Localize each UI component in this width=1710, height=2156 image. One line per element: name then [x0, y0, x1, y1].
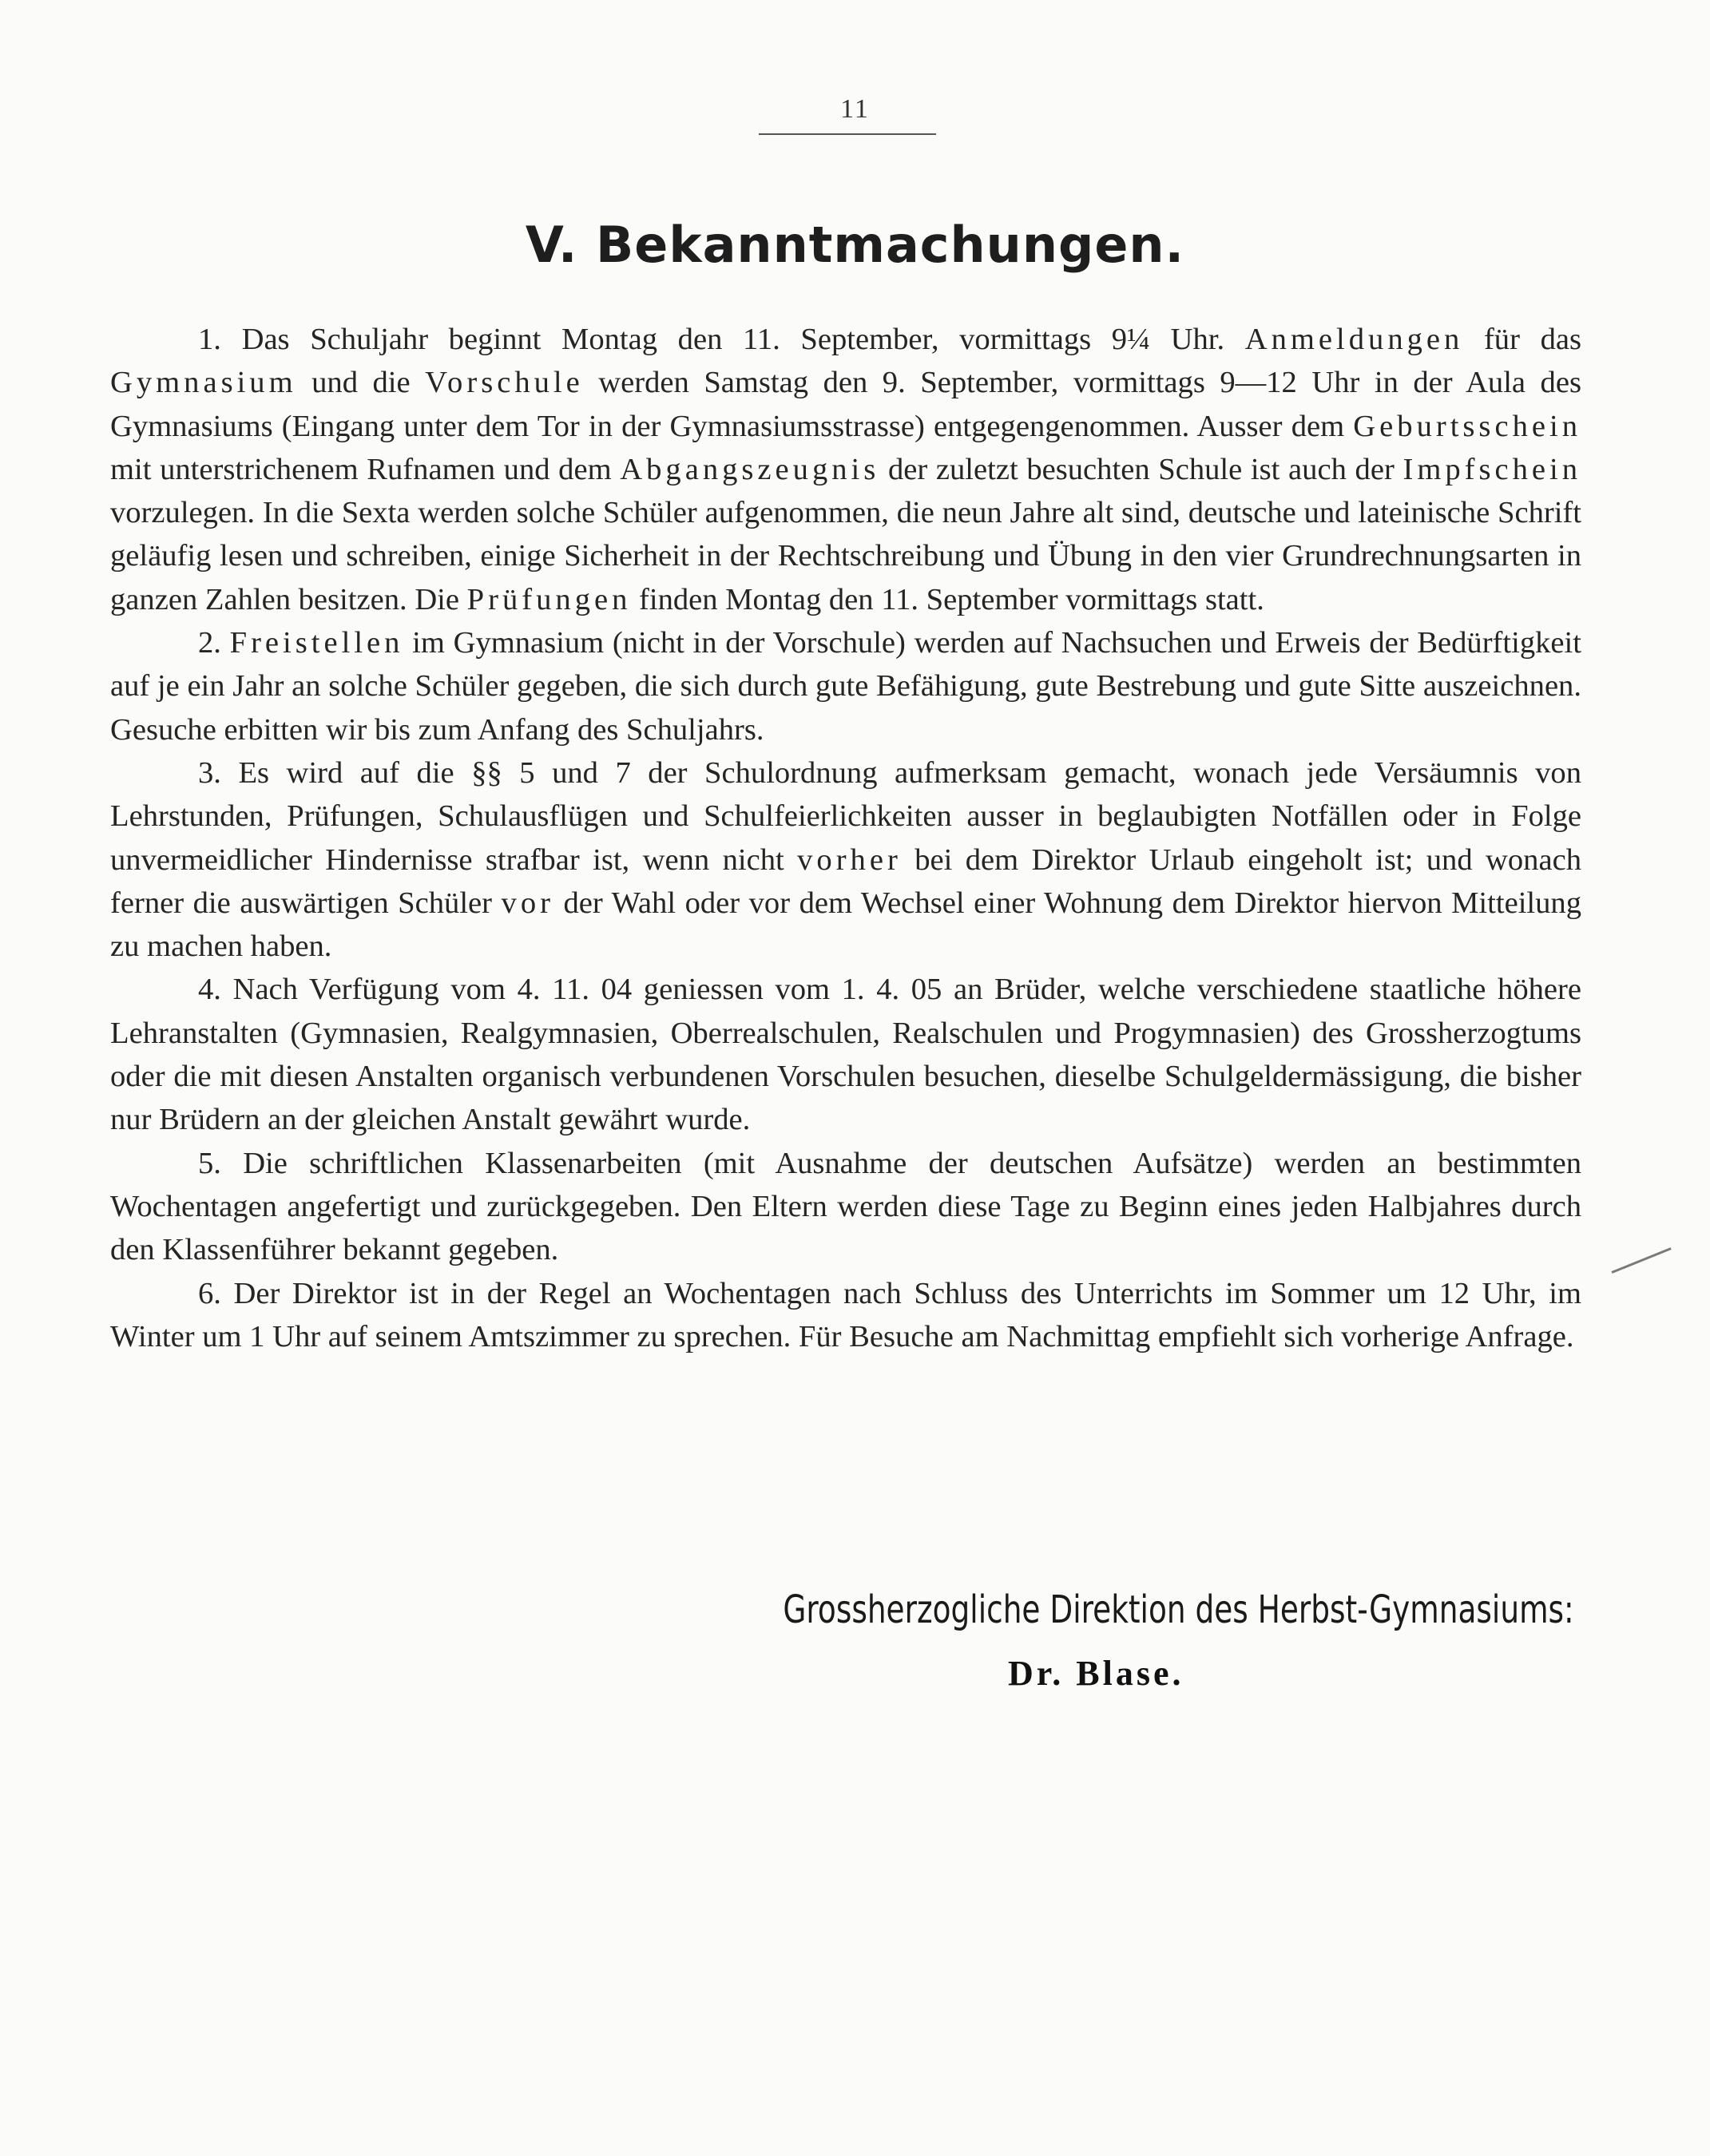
paragraph-text: Nach Verfügung vom 4. 11. 04 geniessen vom 1. 4. 05 an Brüder, welche verschiedene staatliche höhere Lehranstalten (Gymnasien, Realgymnasien, Oberrealschulen, Realschulen und Progymnasien) des Grossherzogtums oder die mit diesen Anstalten organisch verbundenen Vorschulen besuchen, dieselbe Schulgeldermässigung, die bisher nur Brüdern an der gleichen Anstalt gewährt wurde.: [110, 973, 1581, 1137]
signature-signer: Dr. Blase.: [1008, 1654, 1184, 1693]
paragraph-number: 2.: [198, 626, 221, 660]
announcement-paragraph-2: [110, 621, 1581, 751]
paragraph-text: Es wird auf die §§ 5 und 7 der Schulordnung aufmerksam gemacht, wonach jede Versäumnis von Lehrstunden, Prüfungen, Schulausflügen und Schulfeierlichkeiten ausser in beglaubigten Notfällen oder in Folge unvermeidlicher Hindernisse strafbar ist, wenn nicht vorher bei dem Direktor Urlaub eingeholt ist; und wonach ferner die auswärtigen Schüler vor der Wahl oder vor dem Wechsel einer Wohnung dem Direktor hiervon Mitteilung zu machen haben.: [110, 755, 1581, 964]
page-number: 11: [840, 94, 870, 124]
announcements-body: [110, 318, 1581, 1358]
page-number-rule: [759, 133, 936, 135]
paragraph-number: 1.: [198, 323, 221, 356]
paragraph-text: Der Direktor ist in der Regel an Wochentagen nach Schluss des Unterrichts im Sommer um 12 Uhr, im Winter um 1 Uhr auf seinem Amtszimmer zu sprechen. Für Besuche am Nachmittag empfiehlt sich vorherige Anfrage.: [110, 1276, 1581, 1353]
section-title: V. Bekanntmachungen.: [525, 216, 1185, 274]
paragraph-number: 6.: [198, 1276, 221, 1310]
signature-institution: Grossherzogliche Direktion des Herbst-Gymnasiums:: [783, 1587, 1574, 1632]
announcement-paragraph-5: [110, 1142, 1581, 1272]
paragraph-number: 4.: [198, 973, 221, 1007]
paragraph-number: 3.: [198, 755, 221, 790]
announcement-paragraph-4: [110, 968, 1581, 1141]
margin-pen-mark: [1611, 1247, 1671, 1274]
announcement-paragraph-6: [110, 1272, 1581, 1359]
paragraph-text: Das Schuljahr beginnt Montag den 11. September, vormittags 9¼ Uhr. Anmeldungen für das Gymnasium und die Vorschule werden Samstag den 9. September, vormittags 9—12 Uhr in der Aula des Gymnasiums (Eingang unter dem Tor in der Gymnasiumsstrasse) entgegengenommen. Ausser dem Geburtsschein mit unterstrichenem Rufnamen und dem Abgangszeugnis der zuletzt besuchten Schule ist auch der Impfschein vorzulegen. In die Sexta werden solche Schüler aufgenommen, die neun Jahre alt sind, deutsche und lateinische Schrift geläufig lesen und schreiben, einige Sicherheit in der Rechtschreibung und Übung in den vier Grundrechnungsarten in ganzen Zahlen besitzen. Die Prüfungen finden Montag den 11. September vormittags statt.: [110, 323, 1582, 616]
paragraph-text: Freistellen im Gymnasium (nicht in der Vorschule) werden auf Nachsuchen und Erweis der Bedürftigkeit auf je ein Jahr an solche Schüler gegeben, die sich durch gute Befähigung, gute Bestrebung und gute Sitte auszeichnen. Gesuche erbitten wir bis zum Anfang des Schuljahrs.: [110, 626, 1581, 747]
paragraph-number: 5.: [198, 1146, 221, 1180]
announcement-paragraph-3: [110, 751, 1581, 968]
paragraph-text: Die schriftlichen Klassenarbeiten (mit Ausnahme der deutschen Aufsätze) werden an bestimmten Wochentagen angefertigt und zurückgegeben. Den Eltern werden diese Tage zu Beginn eines jeden Halbjahres durch den Klassenführer bekannt gegeben.: [110, 1146, 1581, 1267]
announcement-paragraph-1: [110, 318, 1581, 621]
